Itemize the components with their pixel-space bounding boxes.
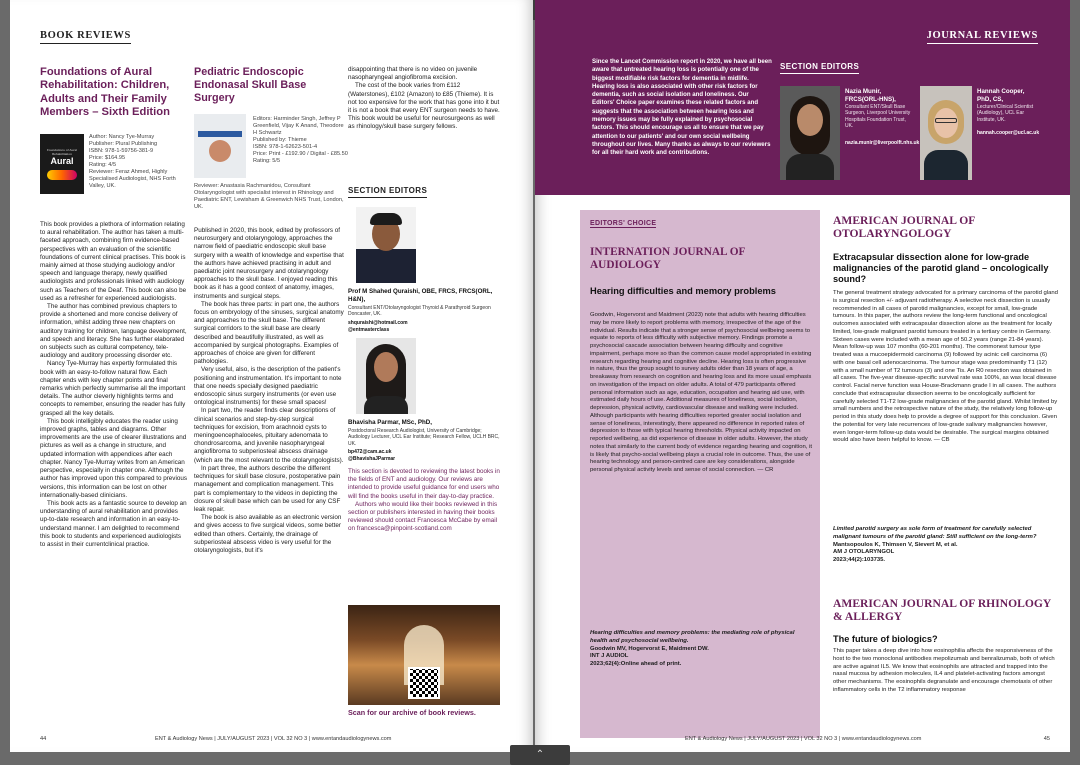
book1-paragraph: This book acts as a fantastic source to develop an understanding of aural rehabilitation and provides up-to-date research and information in an easy-to-understand manner. I am delighted to recommend this book to students and experienced audiologists to assist in their currentclinical practice. [40, 499, 187, 548]
editors-choice-citation: INT J AUDIOL [590, 653, 629, 660]
book1-paragraph: This book provides a plethora of information relating to aural rehabilitation. The author has taken a multi-faceted approach, combining firm evidence-based perspectives with an evaluation of the scientific foundations of current clinical practises. This book is mainly aimed at those studying audiology and/or speech and language therapy, newly qualified audiologists and professionals linked with audiology such as Teachers of the Deaf. This book can also be used as a refresher for experienced audiologists. [40, 221, 187, 302]
book1-cover-art [47, 170, 77, 180]
book1-paragraph: Nancy Tye-Murray has expertly formulated this book with an easy-to-follow natural flow. Each chapter ends with key chapter points and final remarks which perfectly summarise all the important details. The author cleverly highlights terms and concepts to remember, ensuring the reader has fully grasped all the key details. [40, 360, 186, 417]
book1-price: Price: $164.95 [89, 155, 126, 161]
ajo-citation-detail: 2023;44(2):103735. [833, 557, 886, 563]
editor-nazia-photo [780, 86, 840, 180]
editor-nazia-face [797, 104, 823, 136]
ajo-authors: Mantsopoulos K, Thimsen V, Sievert M, et al. [833, 541, 958, 548]
editor-hannah-email[interactable]: hannah.cooper@ucl.ac.uk [977, 130, 1040, 136]
editor2-photo [356, 338, 416, 414]
book1-isbn: ISBN: 978-1-59756-381-9 [89, 148, 154, 154]
editor-nazia-title: Consultant ENT/Skull Base Surgeon, Liverpool University Hospitals Foundation Trust, UK. [845, 104, 911, 129]
book1-meta [89, 134, 189, 190]
ajra-article-title: The future of biologics? [833, 634, 938, 644]
book1-paragraph: This book intelligibly educates the reader using improved graphs, tables and diagrams. Other improvements are the use of clearer illustrations and pictures as well as a change in structure, and updated information with appendices after each chapter. Nancy Tye-Murray writes from an American perspective, especially in chapter one. Although the author has improved upon this compared to previous versions, this information can be lost on other internationally-based clinicians. [40, 417, 188, 499]
journal-reviews-header: JOURNAL REVIEWS [927, 30, 1038, 44]
editor-hannah-face [934, 108, 958, 138]
ajra-body: This paper takes a deep dive into how eosinophilia affects the responsiveness of the host to the two monoclonal antibodies mepolizumab and benralizumab, both of which are active against IL5. We know that eosinophils are attracted and trapped into the nasal mucosa by adhesion molecules, IL4 and platelet-activating factors amongst other mechanisms. The eosinophils degranulate and encourage chemotaxis of other inflammatory cells in the T2 inflammatory response [833, 648, 1055, 693]
scan-caption: Scan for our archive of book reviews. [348, 708, 476, 717]
book1-rating: Rating: 4/5 [89, 162, 117, 168]
book2-paragraph: In part two, the reader finds clear descriptions of clinical scenarios and step-by-step surgical techniques for excision, from arachnoid cysts to meningoencephaloceles, pituitary adenomata to chondrosarcoma, and juvenile nasopharyngeal angiofibroma to subperiosteal abscess drainage (which are the most relevant to the otolaryngologists). [194, 407, 344, 464]
book2-paragraph: The book has three parts: in part one, the authors focus on embryology of the sinuses, surgical anatomy and approaches to the skull base. The different surgical corridors to the skull base are clearly described and beautifully illustrated, as well as accompanied by surgical photographs. Examples of approaches of choice are given for different pathologies. [194, 300, 344, 366]
book2-editors: Editors: Harminder Singh, Jeffrey P Greenfield, Vijay K Anand, Theodore H Schwartz [253, 116, 344, 136]
editors-choice-box [580, 210, 820, 738]
editor1-email[interactable]: shquraishi@hotmail.com [348, 320, 408, 326]
book1-cover-subtitle: Foundations of Aural Rehabilitation [46, 148, 78, 156]
qr-code-icon[interactable] [408, 667, 440, 699]
editor-hannah-photo [920, 86, 972, 180]
book1-cover-image [40, 134, 84, 194]
book1-publisher: Publisher: Plural Publishing [89, 141, 158, 147]
editor1-name: Prof M Shahed Quraishi, OBE, FRCS, FRCS(ORL, H&N), [348, 288, 493, 303]
book-reviews-header: BOOK REVIEWS [40, 30, 131, 44]
editors-choice-authors: Goodwin MV, Hogervorst E, Maidment DW. [590, 645, 709, 652]
ajo-journal-title: AMERICAN JOURNAL OF OTOLARYNGOLOGY [833, 214, 975, 241]
editor1-title: Consultant ENT/Otolaryngologist Thyroid & Parathyroid Surgeon Doncaster, UK. [348, 305, 491, 318]
editor1-hair [370, 213, 402, 225]
book1-title: Foundations of Aural Rehabilitation: Children, Adults and Their Family Members – Sixth Edition [40, 66, 170, 119]
library-image [348, 605, 500, 705]
editor-hannah-title: Lecturer/Clinical Scientist (Audiology), UCL Ear Institute, UK. [977, 104, 1034, 123]
right-page [535, 0, 1070, 752]
right-section-editors-heading: SECTION EDITORS [780, 62, 859, 74]
section-intro [348, 468, 501, 601]
book2-review-continued [348, 66, 500, 181]
editor1-photo [356, 207, 416, 283]
book2-paragraph: Published in 2020, this book, edited by professors of neurosurgery and otolaryngology, approaches the narrow field of paediatric endoscopic skull base surgery with a wealth of knowledge and expertise that the authors have achieved practising in adult and paediatric joint neurosurgery and otolaryngology approaches to the skull base. I enjoyed reading this book as it has a good context of anatomy, images, instruments and surgical steps. [194, 227, 344, 300]
editor2-handle[interactable]: @BhavishaJParmar [348, 456, 396, 462]
editors-choice-body: Goodwin, Hogervorst and Maidment (2023) note that adults with hearing difficulties may be more likely to report problems with memory, irrespective of the age of the individual. Results indicate that a stronger sense of psychosocial wellbeing seems to equate to reports of less difficulty with subjective memory. Findings promote a psychosocial cascade association between hearing difficulty and cognitive impairment, perhaps more so than the common cause model appropriated in existing research regarding hearing and cognitive decline. Hearing loss is often progressive in nature, thus the group sought to survey adults older than 18 years of age, a breakaway from research on cognition and hearing loss and its more usual emphasis on investigation of the impact on older adults. A total of 479 participants offered personal information such as age, education, occupation and hearing aid use, with estimated daily hours of use. Additional measures of loneliness, social isolation, depression, physical activity, cardiovascular disease and walking were included. Although participants with hearing difficulties reported greater social isolation and sense of loneliness, interestingly, there appeared no difference in reported rates of depression to those with typical hearing thresholds. Physical activity impacted on reported wellbeing, as did experience of disease in older adults. However, the study notes that similarly to the current body of evidence regarding hearing and cognition, it is likely that psycho-social wellbeing plays a crucial role in outcome. Thus, the use of hearing technology and person-centred care are key considerations, alongside personal physical activity levels and sense of social connection. — CR [590, 312, 812, 473]
ajo-citation: AM J OTOLARYNGOL [833, 549, 895, 556]
book2-cover-band [198, 131, 242, 137]
book2-cover-image [194, 114, 246, 178]
section-intro-paragraph: This section is devoted to reviewing the latest books in the fields of ENT and audiology. Our reviews are intended to provide useful guidance for end users who will find the books useful in their day-to-day practice. [348, 468, 500, 500]
editor2-shoulders [364, 396, 408, 414]
glasses-icon [935, 118, 957, 123]
ajo-ref-title: Limited parotid surgery as sole form of treatment for carefully selected malignant tumours of the parotid gland: Still sufficient on the long-term? [833, 526, 1037, 540]
editor-hannah-name: Hannah Cooper, PhD, CS, [977, 88, 1025, 103]
editors-choice-ref-title: Hearing difficulties and memory problems: the mediating role of physical health and psychosocial wellbeing. [590, 630, 795, 644]
book2-paragraph: disappointing that there is no video on juvenile nasopharyngeal angiofibroma excision. [348, 66, 478, 82]
editors-choice-article-title: Hearing difficulties and memory problems [590, 286, 776, 296]
book1-paragraph: The author has combined previous chapters to provide a shortened and more concise delivery of information, whilst adding three new chapters on auditory training for children, language development, and speech and literacy. She has further elaborated on subjects such as cultural competency, tele-audiology and auditory processing disorder etc. [40, 303, 187, 360]
journal-intro: Since the Lancet Commission report in 2020, we have all been aware that untreated hearing loss is potentially one of the biggest modifiable risk factors for dementia in midlife. Hearing loss is also associated with other risk factors for dementia, such as social isolation and loneliness. Our Editors' Choice paper examines these related factors and suggests that the association between hearing loss and memory issues may be fully explained by psychosocial factors. This should encourage us all to ensure that we pay attention to our patients' and our own social wellbeing throughout our lives. Many thanks as always to our reviewers for all their hard work and contributions. [592, 58, 772, 157]
book2-price: Price: Print - £192.90 / Digital - £85.50 [253, 151, 348, 157]
right-page-number: 45 [1043, 736, 1050, 742]
scroll-up-button[interactable] [510, 745, 570, 765]
editors-choice-journal: INTERNATION JOURNAL OF AUDIOLOGY [590, 246, 746, 271]
book2-review-body [194, 227, 344, 723]
ajo-article-title: Extracapsular dissection alone for low-grade malignancies of the parotid gland – oncologically sound? [833, 252, 1049, 285]
book2-publisher: Published by: Thieme [253, 137, 307, 143]
chevron-up-icon: ⌃ [535, 749, 545, 760]
book2-reviewer: Reviewer: Anastasia Rachmanidou, Consultant Otolaryngologist with specialist interest in Rhinology and Paediatric ENT, Lewisham & Greenwich NHS Trust, London, UK. [194, 183, 344, 210]
ajra-journal-title: AMERICAN JOURNAL OF RHINOLOGY & ALLERGY [833, 597, 1051, 624]
section-intro-paragraph: Authors who would like their books reviewed in this section or publishers interested in having their books reviewed should contact Francesca McCabe by email on francesca@pinpoint-scotland.com [348, 500, 498, 533]
left-page-number: 44 [40, 736, 47, 742]
book2-isbn: ISBN: 978-1-62623-501-4 [253, 144, 318, 150]
book1-author: Author: Nancy Tye-Murray [89, 134, 155, 140]
book2-paragraph: Very useful, also, is the description of the patient's positioning and instrumentation. It's important to note that one needs specially designed paediatric endoscopic sinus surgery instruments (or even use ontological instruments) for these small spaces! [194, 366, 342, 407]
book2-paragraph: In part three, the authors describe the different techniques for skull base closure, postoperative pain management and complication management. This part is complementary to the videos in depicting the closure of skull base which can be used for any CSF leak repair. [194, 464, 341, 513]
editor-hannah-shoulders [924, 150, 968, 180]
editors-choice-label: EDITORS' CHOICE [590, 220, 657, 227]
book1-reviewer: Reviewer: Feraz Ahmed, Highly Specialised Audiologist, NHS Forth Valley, UK. [89, 169, 176, 189]
editor2-email[interactable]: bp472@cam.ac.uk [348, 449, 392, 455]
book2-title: Pediatric Endoscopic Endonasal Skull Base Surgery [194, 66, 307, 104]
editor2-name: Bhavisha Parmar, MSc, PhD, [348, 419, 432, 426]
ajo-reference [833, 526, 1058, 586]
editor1-handle[interactable]: @entmasterclass [348, 327, 390, 333]
left-footer-text: ENT & Audiology News | JULY/AUGUST 2023 | VOL 32 NO 3 | www.entandaudiologynews.com [155, 736, 392, 742]
editor2-title: Postdoctoral Research Audiologist, University of Cambridge; Audiology Lecturer, UCL Ear Institute; Research Fellow, UCLH BRC, UK. [348, 428, 500, 447]
book2-cover-photo [209, 140, 231, 162]
book2-meta [253, 116, 348, 165]
editor-nazia-name: Nazia Munir, FRCS(ORL-HNS), [845, 88, 896, 103]
editor-nazia-shoulders [786, 154, 834, 180]
editors-choice-citation-detail: 2023;62(4):Online ahead of print. [590, 661, 682, 667]
book1-review-body [40, 221, 188, 723]
section-editors-heading: SECTION EDITORS [348, 186, 427, 198]
ajo-body: The general treatment strategy advocated for a primary carcinoma of the parotid gland is surgical resection +/- adjuvant radiotherapy. A selective neck dissection is usually recommended in all cases of parotid malignancies, except for small, low-grade tumours. In this paper, the authors review the long-term functional and oncological outcomes associated with extracapsular dissection alone as the treatment for locally limited, low-grade malignant parotid tumours treated in a tertiary centre in Germany. Sixteen cases were included with a mean age of 50.2 years (range 21-84 years). Mean follow-up was 107 months (60-201 months). The commonest tumour type treated was a mucoepidermoid carcinoma (9) followed by acinic cell carcinoma (6) with one basal cell adenocarcinoma. The tumour stage was predominantly T1 (12) with a small number of T2 tumours (3) and one Tis. An R0 resection was obtained in all cases. The five-year disease-specific survival rate was 100%, as was local disease control. Facial nerve function was House-Brackmann grade I in all cases. The authors conclude that extracapsular dissection seems to be oncologically sufficient for carefully selected T1-T2 low-grade malignancies of the parotid gland. Whilst limited by small numbers and the retrospective nature of the study, the relatively long follow-up period in this study does help to provide a degree of support for this conclusion. Given the potential for very late recurrences of low-grade salivary malignancies however, even longer-term follow-up data would be desirable. The surgical margins obtained would also have been helpful to know. — CB [833, 290, 1058, 444]
left-page [10, 0, 533, 752]
editor2-face [374, 352, 398, 382]
editor-nazia-email[interactable]: nazia.munir@liverpoolft.nhs.uk [845, 140, 920, 146]
book2-paragraph: The book is also available as an electronic version and gives access to five surgical videos, some better edited than others. Certainly, the drainage of subperiosteal abscess video is very useful for the otolaryngologists, but it's [194, 514, 342, 554]
book1-cover-text: Aural [50, 156, 74, 166]
editors-choice-reference [590, 630, 812, 710]
right-footer-text: ENT & Audiology News | JULY/AUGUST 2023 | VOL 32 NO 3 | www.entandaudiologynews.com [685, 736, 922, 742]
book2-rating: Rating: 5/5 [253, 158, 281, 164]
book2-paragraph: The cost of the book varies from £112 (Waterstones), £102 (Amazon) to £85 (Thieme). It is not too expensive for the work that has gone into it but it is not a book that every ENT surgeon needs to have. This book would be useful for neurosurgeons as well as rhinology/skull base surgery fellows. [348, 82, 500, 131]
